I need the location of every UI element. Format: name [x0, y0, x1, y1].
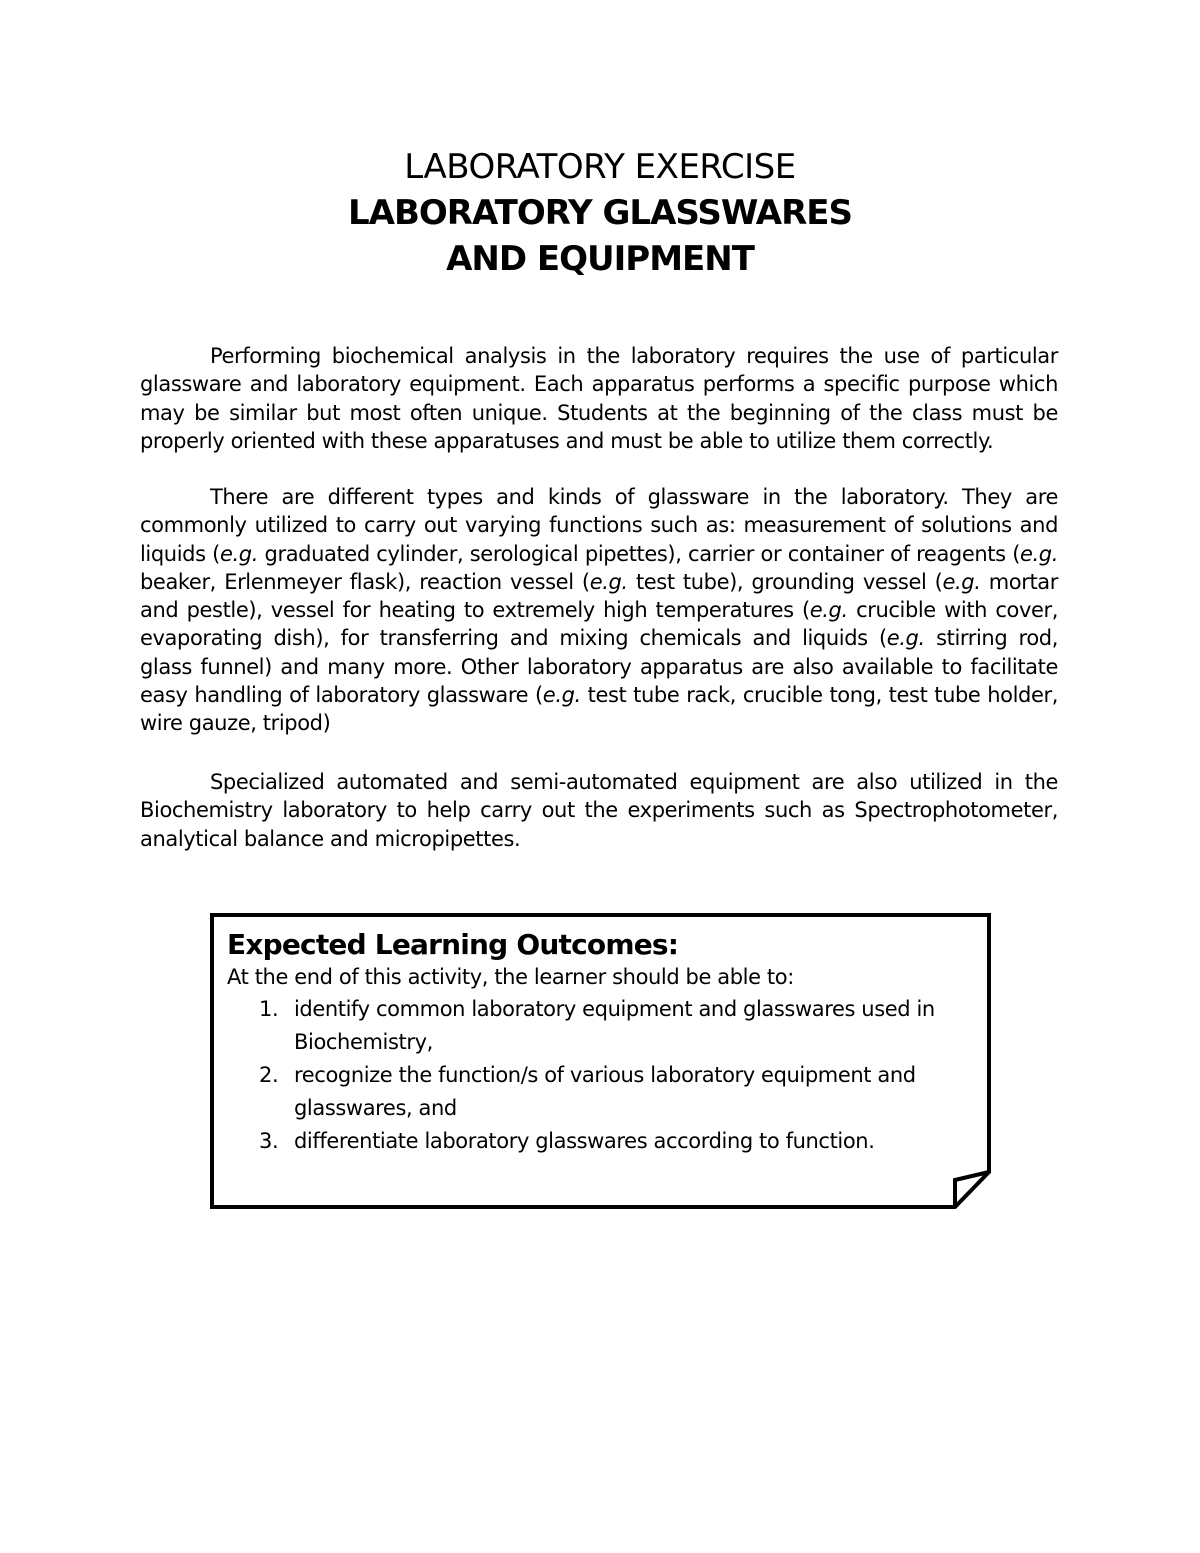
outcomes-intro: At the end of this activity, the learner should be able to: — [227, 965, 794, 989]
outcome-text: identify common laboratory equipment and glasswares used in Biochemistry, — [294, 997, 935, 1054]
text-segment: stirring rod, glass funnel) and many more. Other laboratory apparatus are also available to facilitate easy handling of laboratory glassware ( — [140, 626, 1058, 708]
intro-paragraph: Performing biochemical analysis in the laboratory requires the use of particular glassware and laboratory equipment. Each apparatus performs a specific purpose which may be similar but most often unique. Students at the beginning of the class must be properly oriented with these apparatuses and must be able to utilize them correctly. — [140, 344, 1058, 453]
eg-abbrev: e.g. — [886, 626, 925, 651]
text-segment: beaker, Erlenmeyer flask), reaction vessel ( — [140, 569, 590, 594]
outcome-number: 2. — [259, 1063, 279, 1087]
text-segment: mortar and pestle), vessel for heating to extremely high temperatures ( — [140, 569, 1059, 623]
eg-abbrev: e.g. — [219, 541, 258, 566]
text-segment: test tube), grounding vessel ( — [627, 569, 943, 594]
outcome-item — [227, 993, 972, 1059]
document-title: LABORATORY GLASSWARES — [347, 193, 853, 233]
text-segment: There are different types and kinds of glassware in the laboratory. They are commonly utilized to carry out varying functions such as: measurement of solutions and liquids ( — [140, 485, 1058, 566]
outcome-item — [227, 1059, 972, 1125]
equipment-paragraph: Specialized automated and semi-automated equipment are also utilized in the Biochemistry laboratory to help carry out the experiments such as Spectrophotometer, analytical balance and micropipettes. — [140, 770, 1058, 851]
glassware-paragraph — [140, 483, 1058, 738]
eg-abbrev: e.g. — [589, 569, 628, 594]
exercise-label: LABORATORY EXERCISE — [404, 147, 796, 187]
title-block — [0, 144, 1200, 282]
outcome-number: 1. — [259, 997, 279, 1021]
text-segment: graduated cylinder, serological pipettes), carrier or container of reagents ( — [257, 541, 1020, 566]
eg-abbrev: e.g. — [809, 598, 848, 623]
text-segment: test tube rack, crucible tong, test tube holder, wire gauze, tripod) — [140, 683, 1058, 736]
outcomes-content — [227, 927, 972, 1158]
outcome-text: differentiate laboratory glasswares according to function. — [294, 1129, 875, 1153]
eg-abbrev: e.g. — [942, 569, 981, 594]
learning-outcomes-box — [210, 913, 991, 1209]
document-title-continued: AND EQUIPMENT — [446, 239, 754, 279]
outcomes-heading: Expected Learning Outcomes: — [227, 928, 679, 961]
eg-abbrev: e.g. — [542, 683, 581, 708]
outcome-item — [227, 1125, 972, 1158]
outcomes-list — [227, 993, 972, 1158]
text-segment: crucible with cover, evaporating dish), for transferring and mixing chemicals and liquids ( — [140, 598, 1059, 651]
outcome-number: 3. — [259, 1129, 279, 1153]
outcome-text: recognize the function/s of various laboratory equipment and glasswares, and — [294, 1063, 916, 1120]
eg-abbrev: e.g. — [1020, 541, 1059, 566]
